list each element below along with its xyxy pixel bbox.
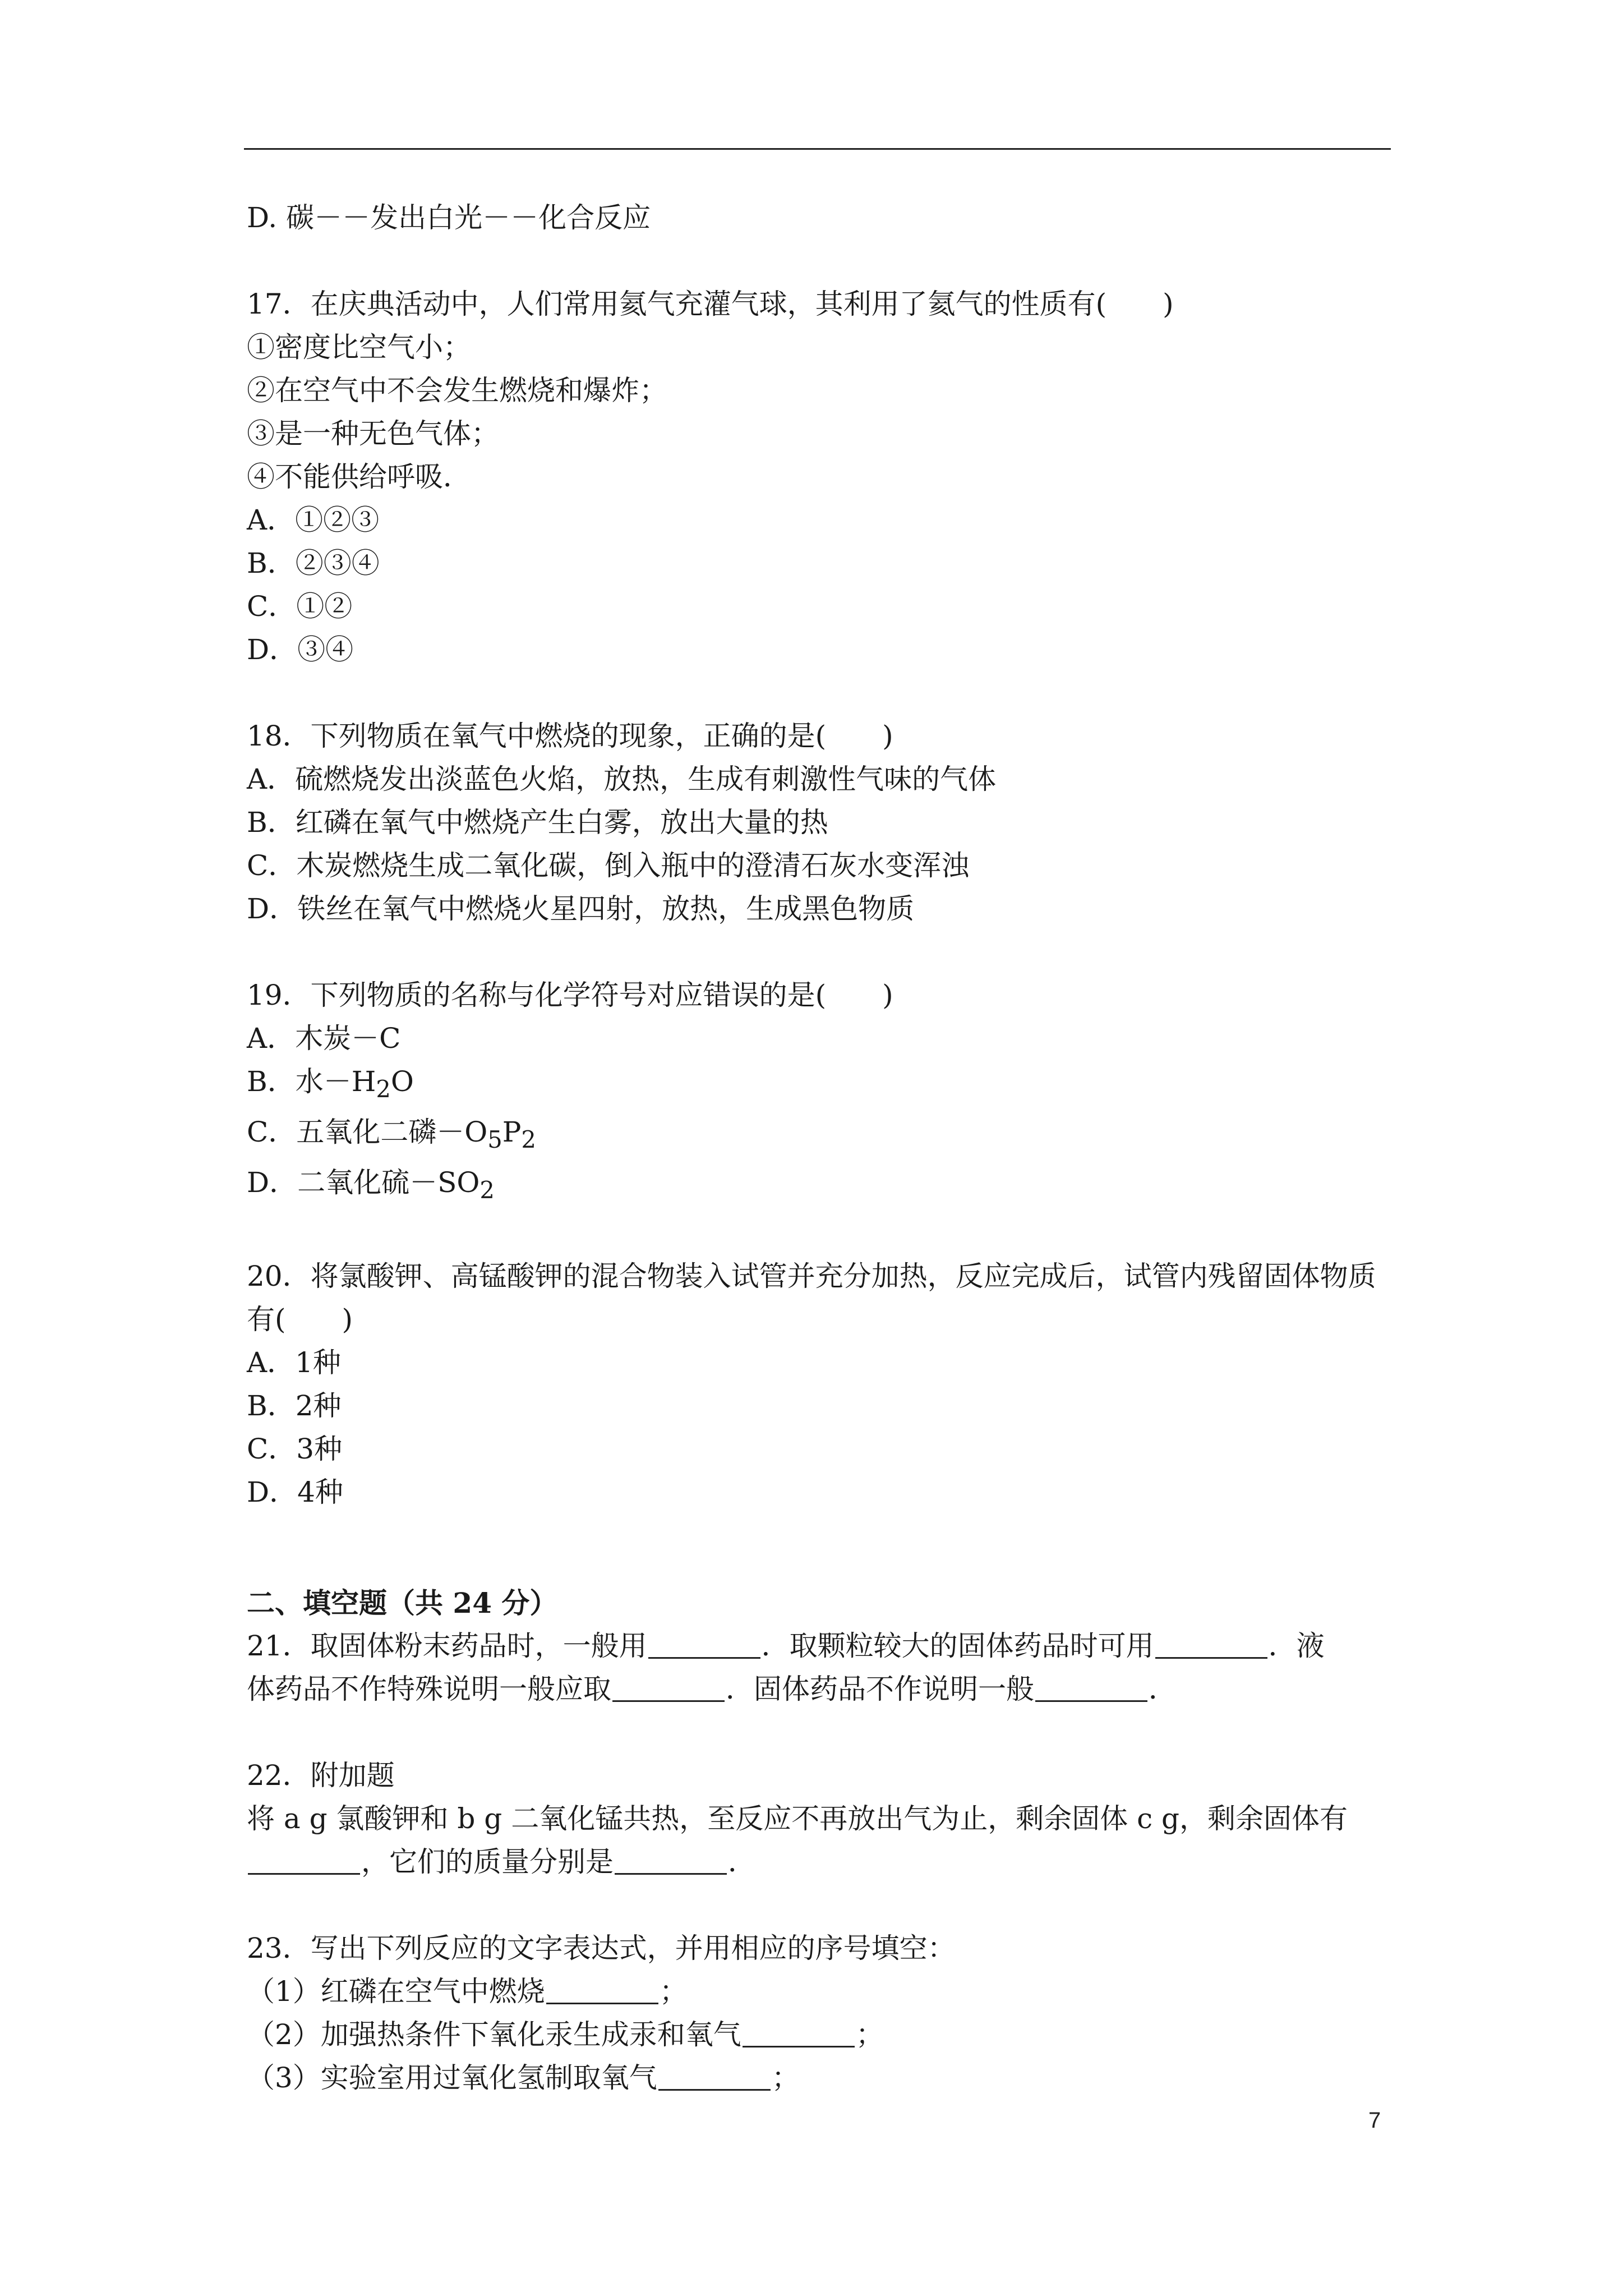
q17-item-2: ②在空气中不会发生燃烧和爆炸； — [247, 374, 667, 407]
q21-text-5: ．固体药品不作说明一般 — [726, 1673, 1034, 1705]
q19-stem: 19．下列物质的名称与化学符号对应错误的是( ) — [247, 979, 893, 1011]
header-rule — [244, 148, 1391, 150]
q23-stem: 23．写出下列反应的文字表达式，并用相应的序号填空： — [247, 1932, 956, 1964]
q22-title: 22．附加题 — [247, 1759, 395, 1792]
q20-option-a: A．1种 — [247, 1346, 341, 1379]
q20-stem-line-2: 有( ) — [247, 1303, 353, 1336]
q21-line-1 — [247, 1625, 1391, 1668]
q17-option-b: B．②③④ — [247, 547, 380, 579]
section-2-title: 二、填空题（共 24 分） — [247, 1586, 558, 1619]
q21-text-1: 21．取固体粉末药品时，一般用 — [247, 1630, 647, 1662]
q20-stem-line-1: 20．将氯酸钾、高锰酸钾的混合物装入试管并充分加热，反应完成后，试管内残留固体物质 — [247, 1260, 1376, 1292]
q19-c-text-mid: P — [502, 1116, 522, 1148]
q18-option-d: D．铁丝在氧气中燃烧火星四射，放热，生成黑色物质 — [247, 892, 915, 925]
answer-blank[interactable] — [648, 1629, 760, 1659]
q19-b-text: B．水－H — [247, 1065, 376, 1098]
q16-option-d: D. 碳－－发出白光－－化合反应 — [247, 201, 651, 234]
q21-text-4: 体药品不作特殊说明一般应取 — [247, 1673, 611, 1705]
answer-blank[interactable] — [658, 2061, 771, 2091]
q17-option-a: A．①②③ — [247, 504, 380, 536]
q17-stem: 17．在庆典活动中，人们常用氦气充灌气球，其利用了氦气的性质有( ) — [247, 288, 1174, 320]
q20-option-b: B．2种 — [247, 1389, 342, 1422]
q18-option-b: B．红磷在氧气中燃烧产生白雾，放出大量的热 — [247, 806, 828, 839]
q19-option-a: A．木炭－C — [247, 1022, 401, 1055]
q18-stem: 18．下列物质在氧气中燃烧的现象，正确的是( ) — [247, 720, 893, 752]
answer-blank[interactable] — [546, 1975, 658, 2004]
q18-option-c: C．木炭燃烧生成二氧化碳，倒入瓶中的澄清石灰水变浑浊 — [247, 849, 970, 882]
q21-line-2 — [247, 1668, 1391, 1711]
q23-item-3-text: （3）实验室用过氧化氢制取氧气 — [247, 2062, 657, 2094]
q23-item-2-end: ； — [855, 2018, 884, 2051]
q21-text-2: ．取颗粒较大的固体药品时可用 — [761, 1630, 1154, 1662]
q17-item-1: ①密度比空气小； — [247, 331, 471, 364]
q17-item-3: ③是一种无色气体； — [247, 417, 499, 450]
answer-blank[interactable] — [248, 1845, 360, 1875]
answer-blank[interactable] — [1035, 1672, 1147, 1702]
q19-d-text: D．二氧化硫－SO — [247, 1166, 480, 1199]
q21-text-3: ．液 — [1268, 1630, 1325, 1662]
q22-line-2 — [247, 1841, 1391, 1884]
q19-option-b — [247, 1060, 1391, 1111]
q19-c-subscript-2: 2 — [521, 1126, 536, 1153]
q23-item-1-text: （1）红磷在空气中燃烧 — [247, 1975, 545, 2008]
q19-b-subscript: 2 — [376, 1075, 391, 1103]
q23-item-2 — [247, 2013, 1391, 2056]
q23-item-3 — [247, 2056, 1391, 2100]
page-number: 7 — [1368, 2108, 1381, 2133]
q22-text-1: ，它们的质量分别是 — [361, 1846, 614, 1878]
answer-blank[interactable] — [612, 1672, 725, 1702]
q18-option-a: A．硫燃烧发出淡蓝色火焰，放热，生成有刺激性气味的气体 — [247, 763, 997, 795]
q17-item-4: ④不能供给呼吸． — [247, 461, 471, 493]
q19-option-d — [247, 1161, 1391, 1212]
answer-blank[interactable] — [615, 1845, 727, 1875]
q23-item-1-end: ； — [659, 1975, 688, 2008]
answer-blank[interactable] — [1155, 1629, 1267, 1659]
q23-item-3-end: ； — [771, 2062, 800, 2094]
q21-text-6: ． — [1149, 1673, 1177, 1705]
q17-option-d: D．③④ — [247, 633, 354, 666]
q17-option-c: C．①② — [247, 590, 353, 623]
q23-item-1 — [247, 1970, 1391, 2013]
q19-c-subscript-1: 5 — [487, 1126, 502, 1153]
q19-c-text: C．五氧化二磷－O — [247, 1116, 488, 1148]
q22-line-1: 将 a g 氯酸钾和 b g 二氧化锰共热，至反应不再放出气为止，剩余固体 c g，剩余固体有 — [247, 1802, 1348, 1835]
q19-d-subscript: 2 — [479, 1176, 495, 1204]
q23-item-2-text: （2）加强热条件下氧化汞生成汞和氧气 — [247, 2018, 741, 2051]
q22-text-2: ． — [728, 1846, 756, 1878]
q20-option-d: D．4种 — [247, 1476, 343, 1508]
q19-option-c — [247, 1111, 1391, 1161]
q20-option-c: C．3种 — [247, 1433, 343, 1465]
q19-b-text-end: O — [390, 1065, 414, 1098]
answer-blank[interactable] — [743, 2018, 855, 2047]
page-content — [247, 196, 1391, 2100]
